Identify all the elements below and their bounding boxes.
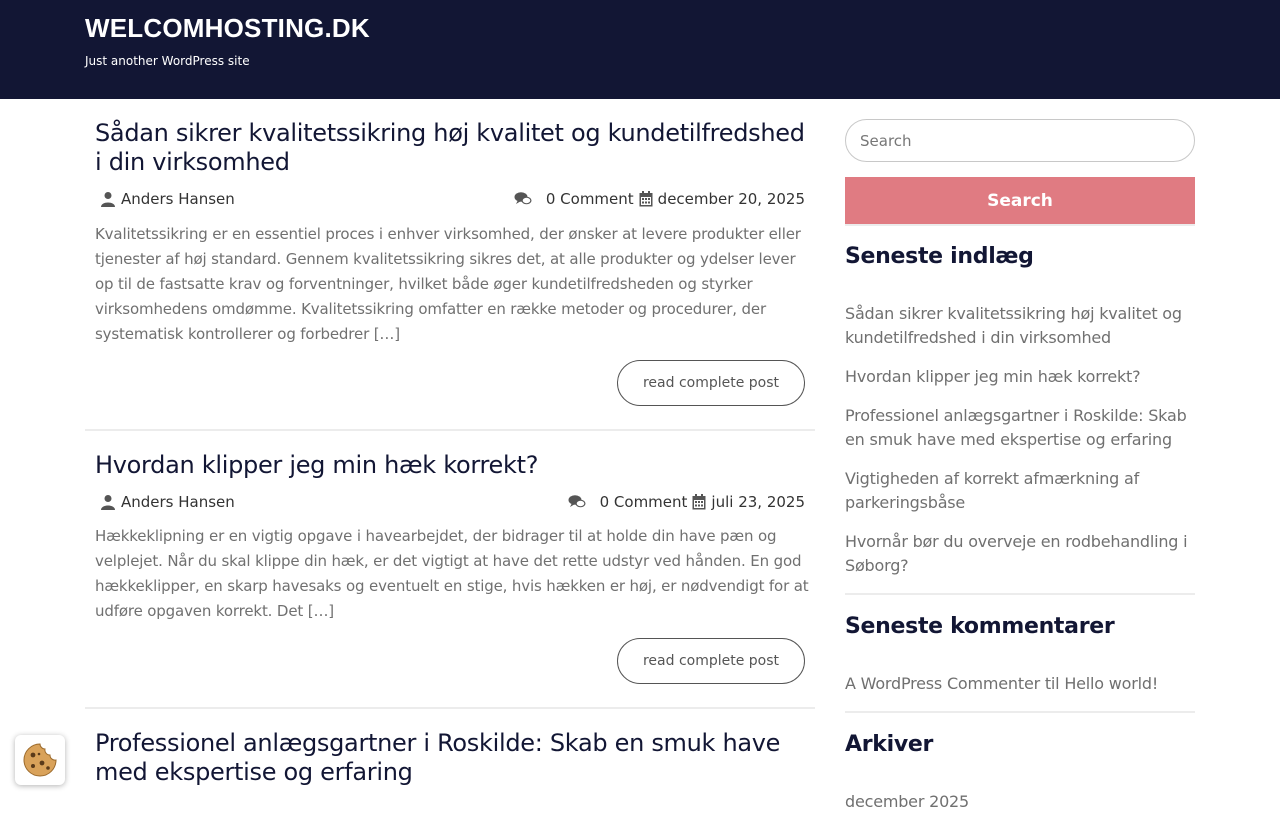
cookie-icon	[23, 743, 57, 777]
site-title[interactable]: WELCOMHOSTING.DK	[85, 13, 370, 43]
recent-post-link[interactable]: Sådan sikrer kvalitetssikring høj kvalitet og kundetilfredshed i din virksomhed	[845, 304, 1182, 347]
recent-comment	[845, 672, 1195, 696]
read-more-button[interactable]: read complete post	[617, 638, 805, 684]
search-button[interactable]: Search	[845, 177, 1195, 224]
cookie-settings-button[interactable]	[15, 735, 65, 785]
post-author-name[interactable]: Anders Hansen	[121, 190, 235, 208]
user-icon	[100, 191, 116, 207]
post-author	[100, 493, 235, 511]
calendar-icon	[692, 494, 706, 510]
search-input[interactable]	[845, 119, 1195, 162]
comments-icon	[568, 494, 586, 510]
comment-post-link[interactable]: Hello world!	[1064, 674, 1159, 693]
post-comments-count[interactable]: 0 Comment	[545, 190, 634, 208]
post-meta	[95, 493, 805, 513]
post-date[interactable]: juli 23, 2025	[711, 493, 805, 511]
widget-divider	[845, 711, 1195, 713]
post-card	[85, 729, 815, 800]
read-more-button[interactable]: read complete post	[617, 360, 805, 406]
post-date[interactable]: december 20, 2025	[657, 190, 805, 208]
site-description: Just another WordPress site	[85, 54, 250, 68]
calendar-icon	[639, 191, 653, 207]
post-divider	[85, 707, 815, 709]
post-title[interactable]: Sådan sikrer kvalitetssikring høj kvalitet og kundetilfredshed i din virksomhed	[95, 119, 805, 176]
post-author-name[interactable]: Anders Hansen	[121, 493, 235, 511]
archive-link[interactable]: december 2025	[845, 792, 970, 811]
site-header	[0, 0, 1280, 99]
archives-title: Arkiver	[845, 732, 934, 757]
post-title[interactable]: Hvordan klipper jeg min hæk korrekt?	[95, 451, 539, 479]
recent-post-link[interactable]: Professionel anlægsgartner i Roskilde: Skab en smuk have med ekspertise og erfaring	[845, 406, 1187, 449]
post-author	[100, 190, 235, 208]
recent-post-link[interactable]: Hvornår bør du overveje en rodbehandling i Søborg?	[845, 532, 1188, 575]
post-excerpt: Hækkeklipning er en vigtig opgave i havearbejdet, der bidrager til at holde din have pæn og velplejet. Når du skal klippe din hæk, er det vigtigt at have det rette udstyr ved hånden. En god hækkeklipper, en skarp havesaks og eventuelt en stige, hvis hækken er høj, er nødvendigt for at udføre opgaven korrekt. Det […]	[95, 527, 809, 620]
post-excerpt: Kvalitetssikring er en essentiel proces i enhver virksomhed, der ønsker at levere produkter eller tjenester af høj standard. Gennem kvalitetssikring sikres det, at alle produkter og ydelser lever op til de fastsatte krav og forventninger, hvilket både øger kundetilfredsheden og styrker virksomhedens omdømme. Kvalitetssikring omfatter en række metoder og procedurer, der systematisk kontrollerer og forbedrer […]	[95, 225, 801, 343]
widget-divider	[845, 593, 1195, 595]
recent-post-link[interactable]: Hvordan klipper jeg min hæk korrekt?	[845, 367, 1141, 386]
post-title[interactable]: Professionel anlægsgartner i Roskilde: Skab en smuk have med ekspertise og erfaring	[95, 729, 781, 786]
comments-icon	[514, 191, 532, 207]
post-card	[85, 119, 815, 431]
recent-post-link[interactable]: Vigtigheden af korrekt afmærkning af parkeringsbåse	[845, 469, 1140, 512]
recent-posts-title: Seneste indlæg	[845, 244, 1034, 269]
post-comments-count[interactable]: 0 Comment	[599, 493, 688, 511]
post-meta	[95, 190, 805, 210]
user-icon	[100, 494, 116, 510]
recent-comments-title: Seneste kommentarer	[845, 614, 1115, 639]
post-divider	[85, 429, 815, 431]
post-meta-right	[568, 493, 805, 511]
comment-connector: til	[1044, 674, 1060, 693]
comment-author-link[interactable]: A WordPress Commenter	[845, 674, 1040, 693]
post-card	[85, 451, 815, 709]
post-meta-right	[514, 190, 805, 208]
widget-divider	[845, 224, 1195, 226]
